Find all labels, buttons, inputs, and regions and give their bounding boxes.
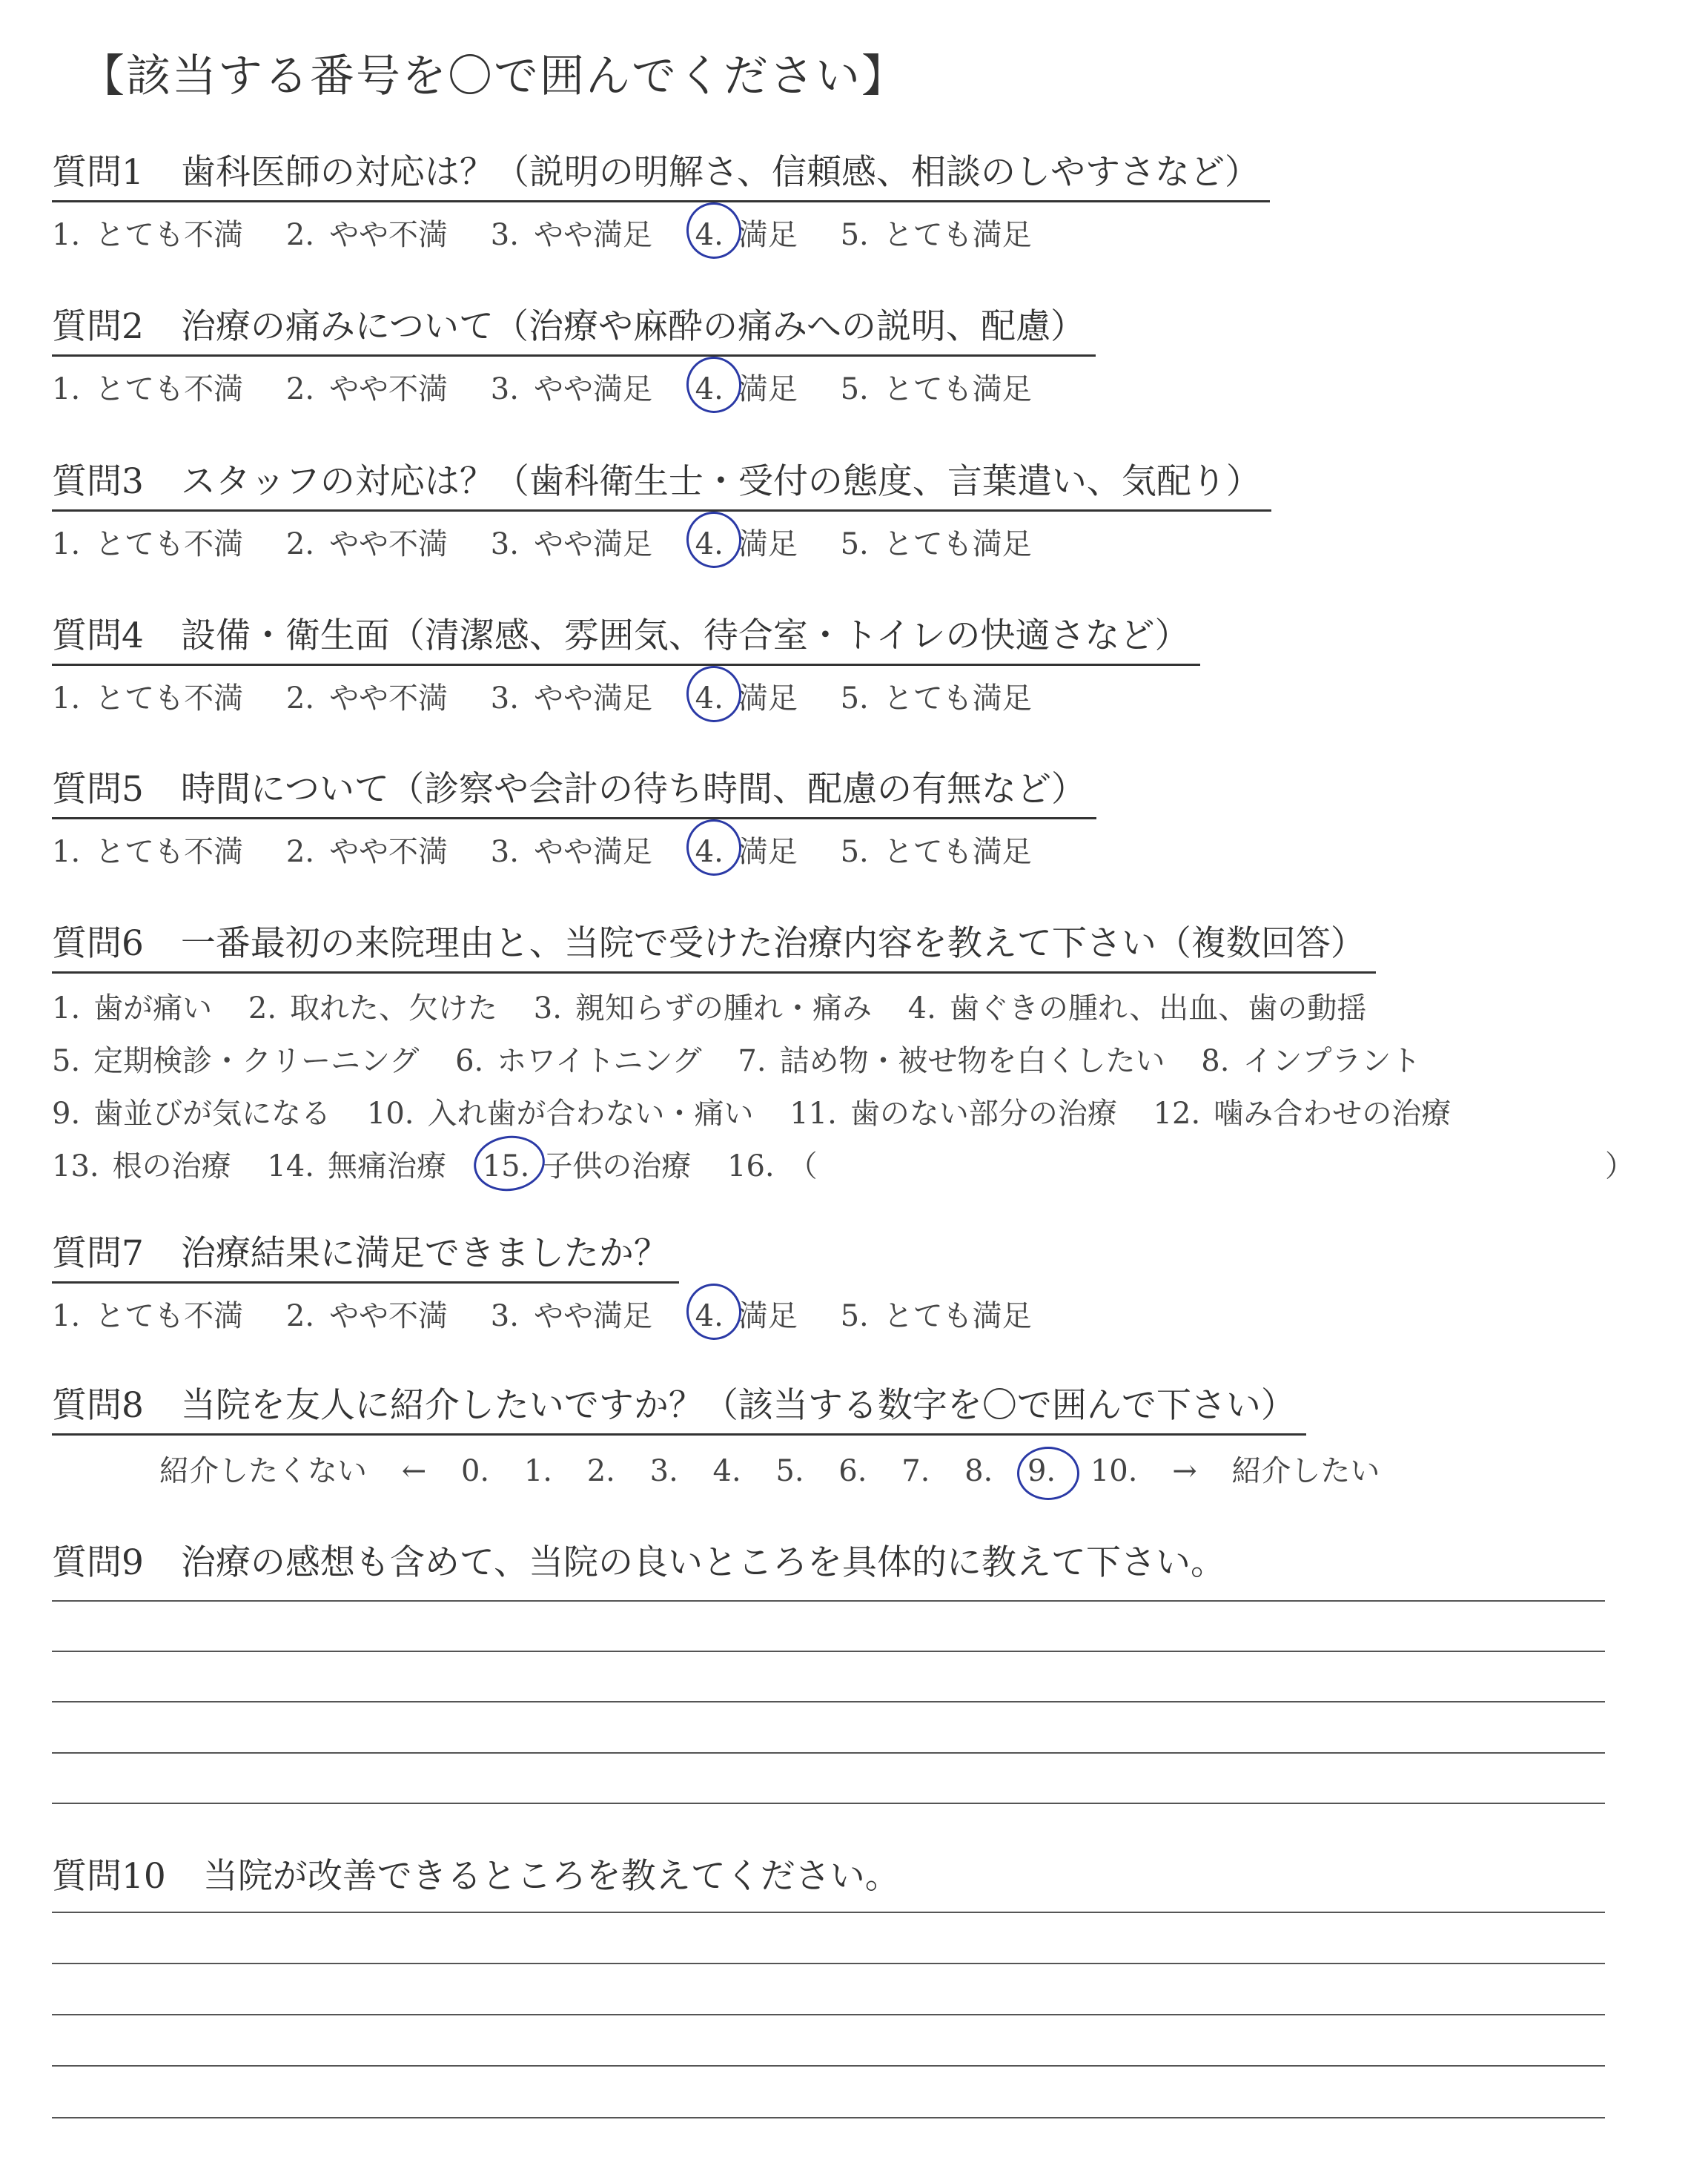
question-text: 治療の痛みについて（治療や麻酔の痛みへの説明、配慮） — [180, 306, 1086, 347]
question-3-heading — [52, 454, 1271, 512]
recommend-scale — [52, 1447, 1405, 1490]
question-5-heading — [52, 762, 1096, 819]
option-2[interactable]: 2. やや不満 — [285, 681, 448, 716]
page-title: 【該当する番号を〇で囲んでください】 — [80, 50, 907, 102]
answer-options — [52, 1292, 1065, 1335]
other-paren-open: （ — [787, 1149, 818, 1183]
answer-line[interactable] — [52, 1600, 1605, 1602]
question-2-heading — [52, 299, 1096, 357]
option-2[interactable]: 2. やや不満 — [285, 372, 448, 406]
answer-options — [52, 211, 1270, 254]
option-5[interactable]: 5. とても満足 — [840, 527, 1032, 561]
question-text: 当院が改善できるところを教えてください。 — [202, 1856, 900, 1897]
question-number: 質問4 — [52, 615, 144, 656]
option-3[interactable]: 3. やや満足 — [490, 218, 652, 252]
option-5[interactable]: 5. とても満足 — [840, 372, 1032, 406]
question-text: スタッフの対応は？（歯科衛生士・受付の態度、言葉遣い、気配り） — [180, 461, 1261, 502]
answer-options — [52, 366, 1096, 408]
question-9-heading — [52, 1535, 1225, 1585]
question-number: 質問7 — [52, 1233, 144, 1274]
question-10-heading — [52, 1849, 900, 1898]
option-1[interactable]: 1. とても不満 — [52, 218, 244, 252]
answer-line[interactable] — [52, 2065, 1605, 2067]
scale-4[interactable]: 4. — [712, 1454, 741, 1488]
question-6-heading — [52, 916, 1376, 974]
option-4-selected[interactable]: 4. 満足 — [695, 211, 798, 254]
option-4[interactable]: 4. 歯ぐきの腫れ、出血、歯の動揺 — [907, 991, 1367, 1025]
option-1[interactable]: 1. とても不満 — [52, 527, 244, 561]
question-text: 治療の感想も含めて、当院の良いところを具体的に教えて下さい。 — [180, 1542, 1225, 1583]
option-7[interactable]: 7. 詰め物・被せ物を白くしたい — [738, 1044, 1165, 1078]
question-text: 一番最初の来院理由と、当院で受けた治療内容を教えて下さい（複数回答） — [180, 923, 1366, 964]
answer-line[interactable] — [52, 1701, 1605, 1702]
question-number: 質問10 — [52, 1856, 166, 1897]
answer-line[interactable] — [52, 1803, 1605, 1804]
option-1[interactable]: 1. とても不満 — [52, 835, 244, 869]
question-number: 質問1 — [52, 152, 144, 193]
option-11[interactable]: 11. 歯のない部分の治療 — [790, 1097, 1117, 1131]
option-6[interactable]: 6. ホワイトニング — [455, 1044, 702, 1078]
question-text: 時間について（診察や会計の待ち時間、配慮の有無など） — [180, 769, 1086, 810]
question-text: 当院を友人に紹介したいですか？（該当する数字を〇で囲んで下さい） — [180, 1385, 1296, 1426]
option-3[interactable]: 3. やや満足 — [490, 527, 652, 561]
question-text: 治療結果に満足できましたか？ — [180, 1233, 669, 1274]
option-16[interactable]: 16. （ — [727, 1140, 818, 1193]
scale-low-label: 紹介したくない — [159, 1454, 367, 1488]
question-1 — [52, 145, 1270, 254]
answer-line[interactable] — [52, 1963, 1605, 1964]
option-9[interactable]: 9. 歯並びが気になる — [52, 1097, 331, 1131]
answer-options — [52, 521, 1271, 563]
question-text: 歯科医師の対応は？（説明の明解さ、信頼感、相談のしやすさなど） — [180, 152, 1260, 193]
option-1[interactable]: 1. 歯が痛い — [52, 991, 213, 1025]
question-8-heading — [52, 1378, 1306, 1436]
option-4-selected[interactable]: 4. 満足 — [695, 521, 798, 563]
question-4 — [52, 608, 1200, 717]
question-number: 質問3 — [52, 461, 144, 502]
option-2[interactable]: 2. やや不満 — [285, 835, 448, 869]
scale-3[interactable]: 3. — [649, 1454, 678, 1488]
question-6 — [52, 916, 1635, 1193]
option-5[interactable]: 5. とても満足 — [840, 218, 1032, 252]
answer-line[interactable] — [52, 2117, 1605, 2118]
option-15-selected[interactable]: 15. 子供の治療 — [483, 1140, 692, 1193]
option-2[interactable]: 2. やや不満 — [285, 218, 448, 252]
option-2[interactable]: 2. やや不満 — [285, 527, 448, 561]
option-3[interactable]: 3. やや満足 — [490, 681, 652, 716]
question-text: 設備・衛生面（清潔感、雰囲気、待合室・トイレの快適さなど） — [180, 615, 1190, 656]
question-number: 質問2 — [52, 306, 144, 347]
question-3 — [52, 454, 1271, 563]
option-8[interactable]: 8. インプラント — [1201, 1044, 1421, 1078]
scale-2[interactable]: 2. — [586, 1454, 615, 1488]
scale-high-label: 紹介したい — [1231, 1454, 1380, 1488]
option-2[interactable]: 2. 取れた、欠けた — [248, 991, 498, 1025]
option-row — [52, 1140, 1635, 1193]
option-5[interactable]: 5. 定期検診・クリーニング — [52, 1044, 420, 1078]
option-2[interactable]: 2. やや不満 — [285, 1299, 448, 1333]
option-4-selected[interactable]: 4. 満足 — [695, 1292, 798, 1335]
scale-9-selected[interactable]: 9. — [1027, 1454, 1056, 1488]
scale-7[interactable]: 7. — [901, 1454, 930, 1488]
option-row — [52, 982, 1477, 1035]
answer-line[interactable] — [52, 1752, 1605, 1754]
answer-line[interactable] — [52, 1651, 1605, 1652]
question-number: 質問9 — [52, 1542, 144, 1583]
right-arrow-icon: → — [1172, 1454, 1197, 1488]
option-3[interactable]: 3. やや満足 — [490, 835, 652, 869]
option-3[interactable]: 3. やや満足 — [490, 1299, 652, 1333]
question-number: 質問6 — [52, 923, 144, 964]
answer-options — [52, 828, 1096, 871]
question-9 — [52, 1535, 1225, 1585]
scale-10[interactable]: 10. — [1090, 1454, 1138, 1488]
scale-6[interactable]: 6. — [838, 1454, 867, 1488]
question-number: 質問5 — [52, 769, 144, 810]
option-row — [52, 1035, 1477, 1088]
option-10[interactable]: 10. 入れ歯が合わない・痛い — [366, 1097, 754, 1131]
answer-line[interactable] — [52, 1912, 1605, 1913]
scale-8[interactable]: 8. — [964, 1454, 993, 1488]
option-1[interactable]: 1. とても不満 — [52, 1299, 244, 1333]
answer-options — [52, 982, 1635, 1193]
scale-0[interactable]: 0. — [460, 1454, 490, 1488]
option-12[interactable]: 12. 噛み合わせの治療 — [1153, 1097, 1452, 1131]
question-7 — [52, 1226, 1065, 1335]
option-4-selected[interactable]: 4. 満足 — [695, 828, 798, 871]
other-paren-close: ） — [1605, 1149, 1635, 1183]
question-5 — [52, 762, 1096, 871]
question-7-heading — [52, 1226, 679, 1284]
question-1-heading — [52, 145, 1270, 202]
option-1[interactable]: 1. とても不満 — [52, 681, 244, 716]
option-5[interactable]: 5. とても満足 — [840, 835, 1032, 869]
option-5[interactable]: 5. とても満足 — [840, 1299, 1032, 1333]
option-13[interactable]: 13. 根の治療 — [52, 1149, 231, 1183]
option-14[interactable]: 14. 無痛治療 — [267, 1149, 446, 1183]
option-1[interactable]: 1. とても不満 — [52, 372, 244, 406]
scale-5[interactable]: 5. — [775, 1454, 804, 1488]
option-3[interactable]: 3. やや満足 — [490, 372, 652, 406]
option-5[interactable]: 5. とても満足 — [840, 681, 1032, 716]
scale-1[interactable]: 1. — [523, 1454, 553, 1488]
answer-options — [52, 675, 1200, 717]
option-row — [52, 1088, 1477, 1140]
left-arrow-icon: ← — [401, 1454, 427, 1488]
answer-line[interactable] — [52, 2014, 1605, 2015]
option-3[interactable]: 3. 親知らずの腫れ・痛み — [533, 991, 872, 1025]
option-4-selected[interactable]: 4. 満足 — [695, 366, 798, 408]
question-8 — [52, 1378, 1405, 1490]
question-4-heading — [52, 608, 1200, 666]
question-2 — [52, 299, 1096, 408]
option-4-selected[interactable]: 4. 満足 — [695, 675, 798, 717]
question-10 — [52, 1849, 900, 1898]
question-number: 質問8 — [52, 1385, 144, 1426]
